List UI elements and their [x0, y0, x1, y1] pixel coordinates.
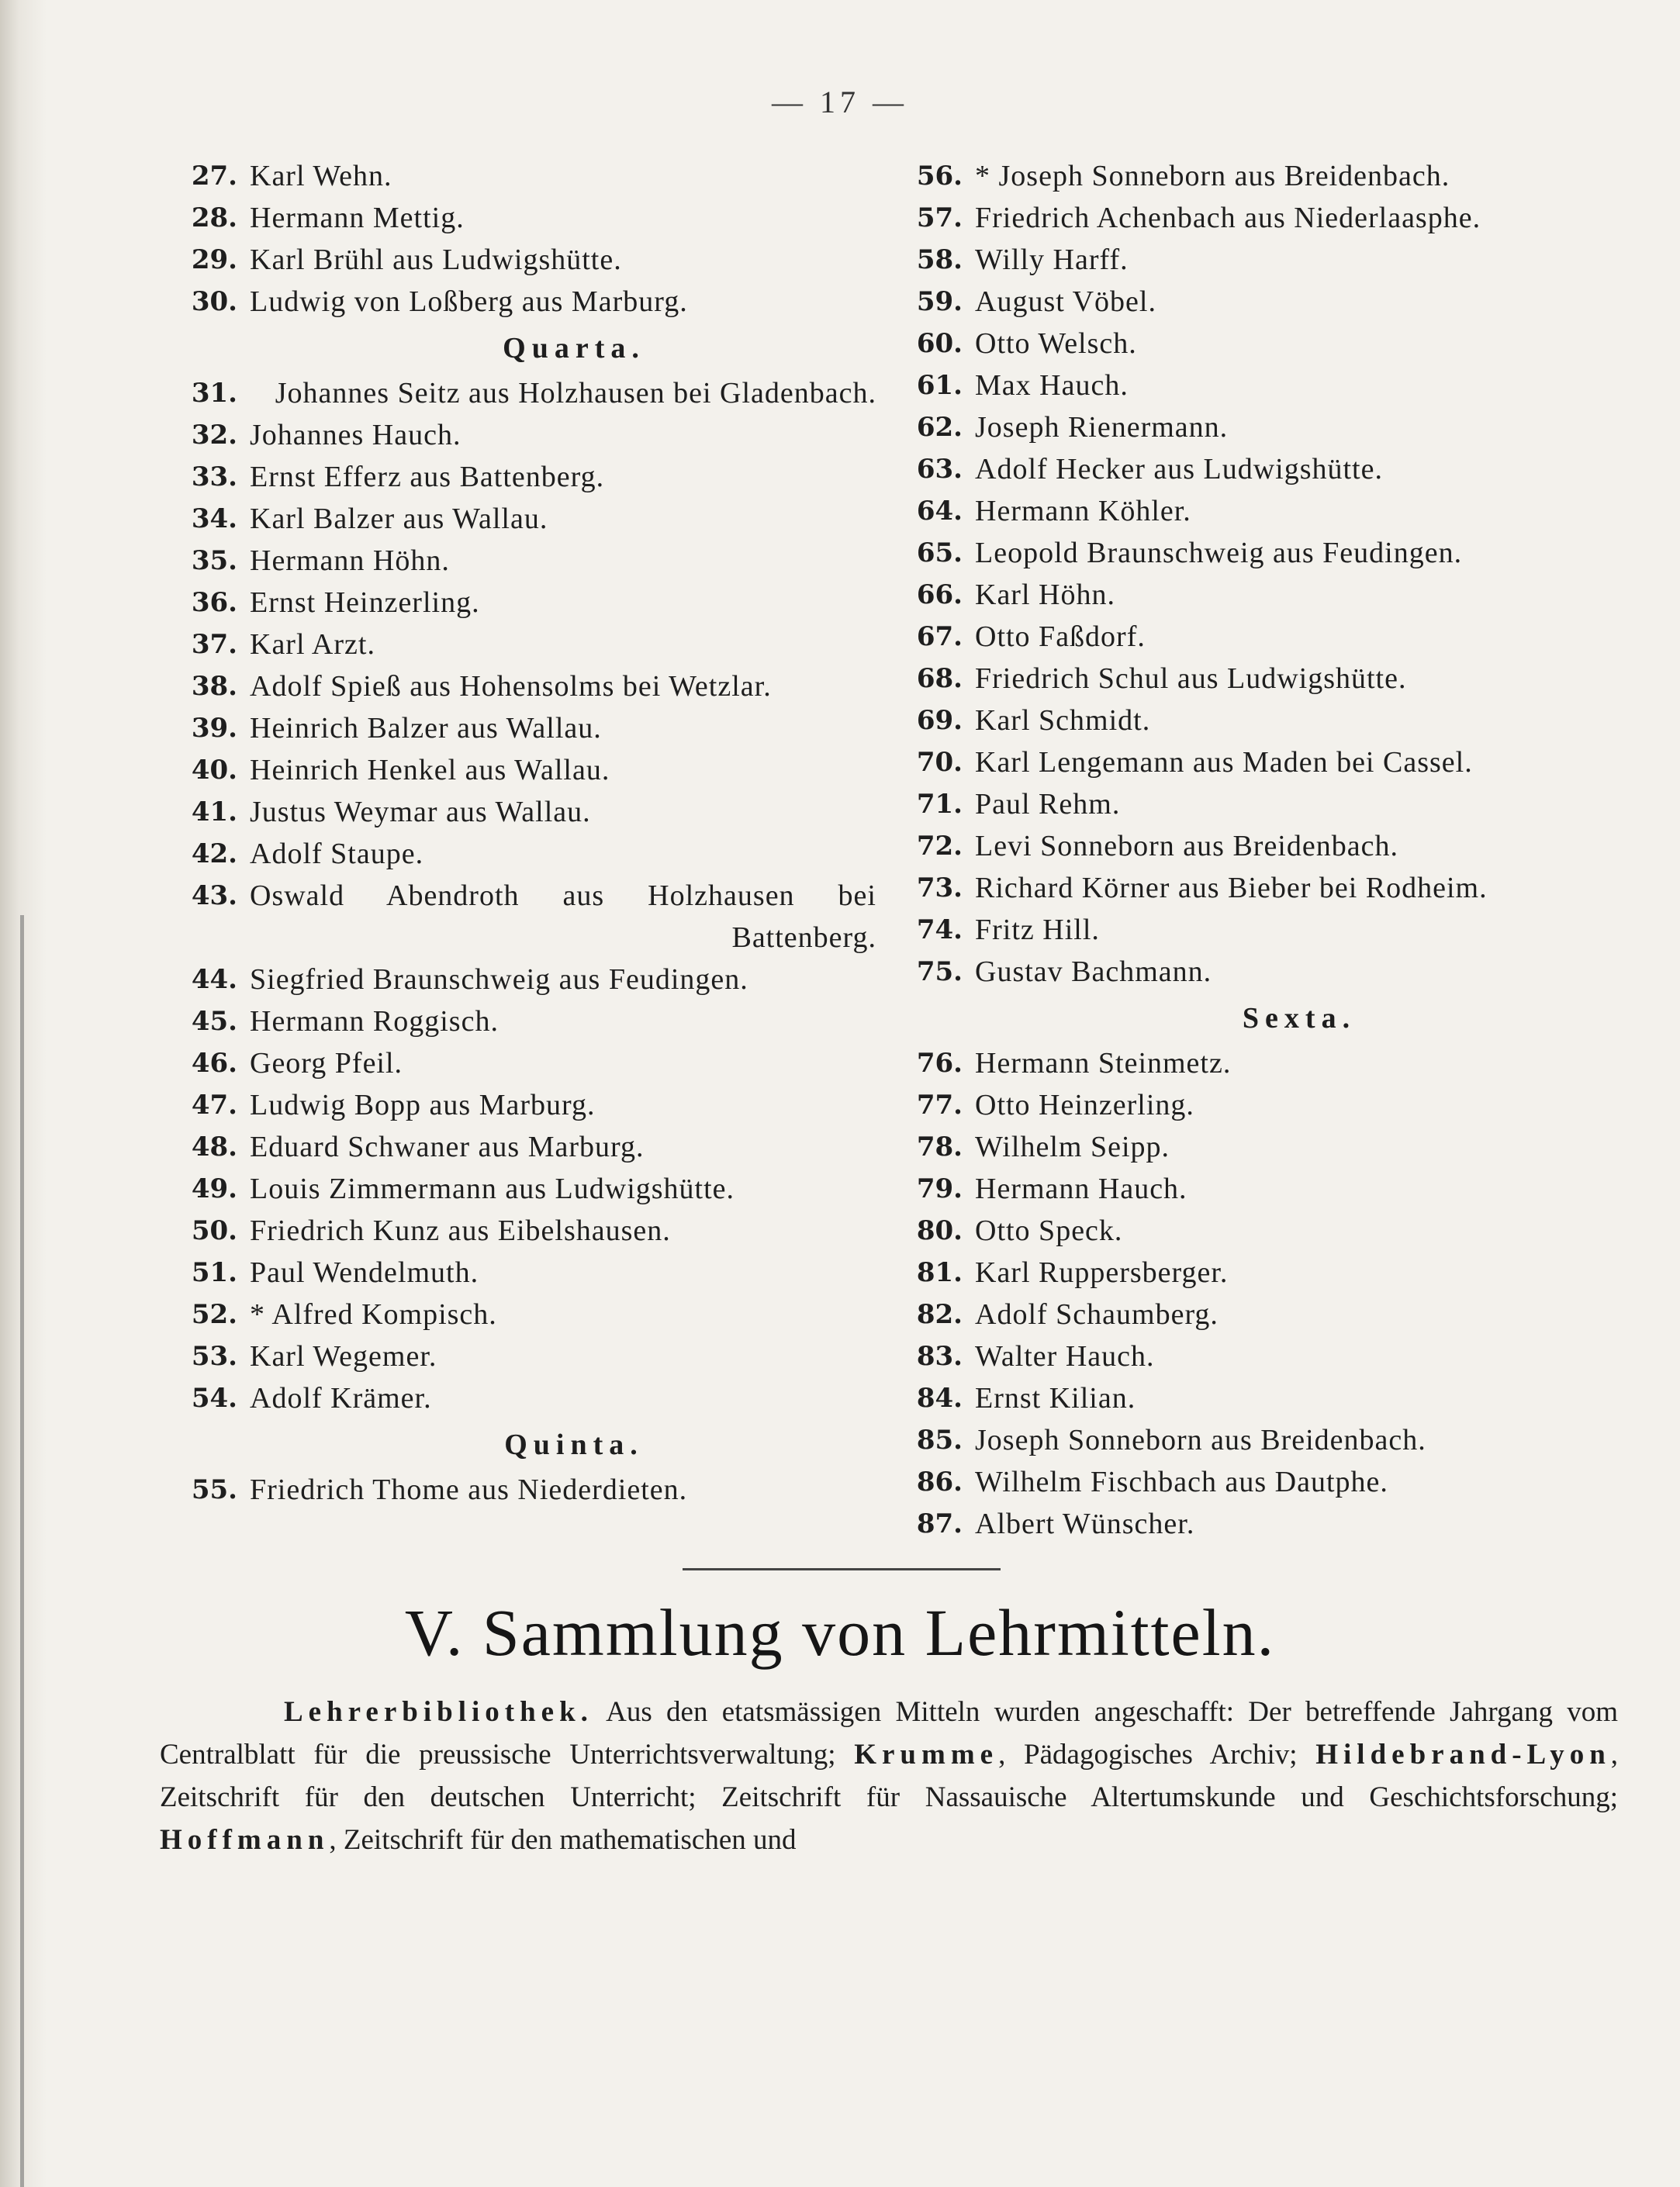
student-name: Johannes Hauch.	[250, 419, 461, 451]
student-entry	[904, 867, 1602, 909]
student-name: Joseph Rienermann.	[975, 411, 1229, 444]
student-entry	[904, 1503, 1602, 1545]
student-entry	[904, 658, 1602, 700]
entry-number: 71.	[916, 789, 963, 820]
student-entry	[904, 1335, 1602, 1377]
student-entry	[178, 1469, 876, 1511]
student-entry	[178, 624, 876, 665]
section-divider	[683, 1568, 1001, 1570]
paragraph-text-1: Aus den etatsmässigen Mitteln wurden angeschafft: Der betreffende Jahrgang vom Centralblatt für die preussische Unterrichtsverwaltung;	[160, 1696, 1618, 1771]
student-entry	[178, 1084, 876, 1126]
student-entry	[904, 1419, 1602, 1461]
student-name: Gustav Bachmann.	[975, 955, 1212, 988]
entry-number: 75.	[916, 956, 963, 987]
entry-number: 53.	[191, 1341, 237, 1372]
entry-number: 41.	[191, 796, 237, 827]
student-name: Ludwig von Loßberg aus Marburg.	[250, 285, 688, 318]
student-entry	[904, 364, 1602, 406]
entry-number: 36.	[191, 587, 237, 618]
entry-number: 29.	[191, 244, 237, 275]
student-entry	[904, 825, 1602, 867]
class-section-heading: Quarta.	[503, 332, 645, 364]
student-name: Karl Arzt.	[250, 628, 375, 661]
entry-number: 37.	[191, 629, 237, 660]
entry-number: 64.	[916, 496, 963, 527]
entry-number: 59.	[916, 286, 963, 317]
entry-number: 30.	[191, 286, 237, 317]
student-name: Ernst Kilian.	[975, 1382, 1136, 1415]
student-entry	[904, 1377, 1602, 1419]
student-name: Paul Rehm.	[975, 788, 1121, 821]
student-entry	[904, 406, 1602, 448]
entry-number: 63.	[916, 454, 963, 485]
student-name: Eduard Schwaner aus Marburg.	[250, 1131, 645, 1163]
student-entry	[904, 1126, 1602, 1168]
entry-number: 57.	[916, 202, 963, 233]
student-entry	[178, 281, 876, 323]
student-name: Hermann Köhler.	[975, 495, 1191, 527]
student-entry	[904, 909, 1602, 951]
entry-number: 81.	[916, 1257, 963, 1288]
student-entry	[904, 323, 1602, 364]
entry-number: 73.	[916, 872, 963, 903]
entry-number: 72.	[916, 831, 963, 862]
student-name: Richard Körner aus Bieber bei Rodheim.	[975, 872, 1488, 904]
paragraph-text-2: , Pädagogisches Archiv;	[998, 1739, 1316, 1771]
student-name: Karl Lengemann aus Maden bei Cassel.	[975, 746, 1473, 779]
student-entry	[904, 281, 1602, 323]
entry-number: 32.	[191, 420, 237, 451]
student-name: Oswald Abendroth aus Holzhausen bei Battenberg.	[250, 879, 876, 954]
student-name: Karl Schmidt.	[975, 704, 1151, 737]
student-entry	[178, 1335, 876, 1377]
author-krumme: Krumme	[854, 1739, 999, 1771]
student-name: Hermann Hauch.	[975, 1173, 1187, 1205]
student-entry	[178, 1252, 876, 1294]
paragraph-lead: Lehrerbibliothek.	[284, 1696, 593, 1728]
student-entry	[904, 700, 1602, 741]
entry-number: 74.	[916, 914, 963, 945]
student-entry	[904, 239, 1602, 281]
entry-number: 60.	[916, 328, 963, 359]
paragraph-text-4: , Zeitschrift für den mathematischen und	[329, 1824, 797, 1856]
entry-number: 86.	[916, 1467, 963, 1498]
student-name: Heinrich Henkel aus Wallau.	[250, 754, 610, 786]
entry-number: 65.	[916, 537, 963, 568]
entry-number: 52.	[191, 1299, 237, 1330]
entry-number: 34.	[191, 503, 237, 534]
student-entry	[178, 582, 876, 624]
entry-number: 62.	[916, 412, 963, 443]
student-name: Karl Höhn.	[975, 579, 1115, 611]
entry-number: 51.	[191, 1257, 237, 1288]
student-name: Leopold Braunschweig aus Feudingen.	[975, 537, 1463, 569]
student-entry	[904, 532, 1602, 574]
student-name: Karl Wegemer.	[250, 1340, 437, 1373]
student-name: Friedrich Schul aus Ludwigshütte.	[975, 662, 1407, 695]
student-entry	[904, 448, 1602, 490]
student-name: Friedrich Kunz aus Eibelshausen.	[250, 1214, 671, 1247]
student-entry	[178, 1210, 876, 1252]
student-name: Fritz Hill.	[975, 914, 1100, 946]
entry-number: 44.	[191, 964, 237, 995]
entry-number: 85.	[916, 1425, 963, 1456]
student-name: Joseph Sonneborn aus Breidenbach.	[975, 1424, 1426, 1456]
paragraph-text-3: , Zeitschrift für den deutschen Unterricht; Zeitschrift für Nassauische Altertumskunde und Geschichtsforschung;	[160, 1739, 1619, 1813]
entry-number: 45.	[191, 1006, 237, 1037]
student-name: Wilhelm Seipp.	[975, 1131, 1170, 1163]
entry-number: 31.	[191, 378, 237, 409]
student-name: * Joseph Sonneborn aus Breidenbach.	[975, 160, 1450, 192]
entry-number: 40.	[191, 755, 237, 786]
student-name: Adolf Spieß aus Hohensolms bei Wetzlar.	[250, 670, 772, 703]
student-name: Adolf Krämer.	[250, 1382, 432, 1415]
student-entry	[178, 239, 876, 281]
entry-number: 79.	[916, 1173, 963, 1204]
entry-number: 82.	[916, 1299, 963, 1330]
entry-number: 87.	[916, 1508, 963, 1539]
entry-number: 78.	[916, 1132, 963, 1163]
entry-number: 47.	[191, 1090, 237, 1121]
student-name: Otto Faßdorf.	[975, 620, 1146, 653]
entry-number: 33.	[191, 461, 237, 492]
student-entry	[178, 1126, 876, 1168]
entry-number: 49.	[191, 1173, 237, 1204]
student-name: Ernst Heinzerling.	[250, 586, 480, 619]
student-entry	[178, 540, 876, 582]
student-name: Otto Speck.	[975, 1214, 1123, 1247]
entry-number: 48.	[191, 1132, 237, 1163]
student-name: Karl Brühl aus Ludwigshütte.	[250, 244, 622, 276]
section-heading: V. Sammlung von Lehrmitteln.	[404, 1595, 1276, 1670]
author-hoffmann: Hoffmann	[160, 1824, 330, 1856]
entry-number: 43.	[191, 880, 237, 911]
student-name: Willy Harff.	[975, 244, 1129, 276]
student-name: Wilhelm Fischbach aus Dautphe.	[975, 1466, 1388, 1498]
student-name: Louis Zimmermann aus Ludwigshütte.	[250, 1173, 735, 1205]
entry-number: 69.	[916, 705, 963, 736]
entry-number: 83.	[916, 1341, 963, 1372]
entry-number: 84.	[916, 1383, 963, 1414]
student-name: Siegfried Braunschweig aus Feudingen.	[250, 963, 748, 996]
student-name: Hermann Roggisch.	[250, 1005, 499, 1038]
entry-number: 70.	[916, 747, 963, 778]
student-name: Hermann Steinmetz.	[975, 1047, 1232, 1080]
entry-number: 28.	[191, 202, 237, 233]
class-section-heading: Quinta.	[504, 1429, 644, 1461]
entry-number: 50.	[191, 1215, 237, 1246]
author-hildebrand-lyon: Hildebrand-Lyon	[1315, 1739, 1611, 1771]
student-name: Johannes Seitz aus Holzhausen bei Gladenbach.	[275, 377, 876, 409]
student-entry	[178, 414, 876, 456]
entry-number: 54.	[191, 1383, 237, 1414]
class-section-heading: Sexta.	[1242, 1002, 1357, 1035]
student-name: Karl Wehn.	[250, 160, 392, 192]
entry-number: 46.	[191, 1048, 237, 1079]
entry-number: 68.	[916, 663, 963, 694]
entry-number: 58.	[916, 244, 963, 275]
student-entry	[904, 1042, 1602, 1084]
student-name: Ernst Efferz aus Battenberg.	[250, 461, 605, 493]
student-entry	[178, 707, 876, 749]
student-entry	[178, 498, 876, 540]
left-student-column	[178, 155, 876, 1511]
entry-number: 67.	[916, 621, 963, 652]
student-entry	[904, 1084, 1602, 1126]
student-entry	[904, 783, 1602, 825]
entry-number: 56.	[916, 161, 963, 192]
student-entry	[178, 875, 876, 959]
entry-number: 76.	[916, 1048, 963, 1079]
student-name: Karl Ruppersberger.	[975, 1256, 1229, 1289]
page-number: — 17 —	[772, 85, 908, 119]
entry-number: 61.	[916, 370, 963, 401]
student-entry	[904, 197, 1602, 239]
student-entry	[178, 665, 876, 707]
entry-number: 35.	[191, 545, 237, 576]
student-entry	[178, 959, 876, 1000]
student-name: August Vöbel.	[975, 285, 1156, 318]
student-name: Justus Weymar aus Wallau.	[250, 796, 591, 828]
entry-number: 27.	[191, 161, 237, 192]
student-entry	[178, 1000, 876, 1042]
student-entry	[904, 1210, 1602, 1252]
student-entry	[904, 616, 1602, 658]
student-entry	[904, 1294, 1602, 1335]
student-entry	[178, 155, 876, 197]
student-entry	[178, 833, 876, 875]
student-entry	[178, 1042, 876, 1084]
student-name: Friedrich Thome aus Niederdieten.	[250, 1474, 688, 1506]
entry-number: 38.	[191, 671, 237, 702]
student-entry	[904, 574, 1602, 616]
entry-number: 55.	[191, 1474, 237, 1505]
entry-number: 80.	[916, 1215, 963, 1246]
student-entry	[904, 741, 1602, 783]
student-name: Georg Pfeil.	[250, 1047, 403, 1080]
student-entry	[904, 1252, 1602, 1294]
student-entry	[178, 749, 876, 791]
entry-number: 66.	[916, 579, 963, 610]
student-name: Adolf Hecker aus Ludwigshütte.	[975, 453, 1383, 485]
student-name: Walter Hauch.	[975, 1340, 1155, 1373]
student-name: Ludwig Bopp aus Marburg.	[250, 1089, 596, 1121]
student-name: Otto Welsch.	[975, 327, 1137, 360]
entry-number: 77.	[916, 1090, 963, 1121]
student-name: Hermann Mettig.	[250, 202, 465, 234]
student-entry	[178, 1294, 876, 1335]
student-entry	[178, 456, 876, 498]
student-name: Albert Wünscher.	[975, 1508, 1195, 1540]
entry-number: 39.	[191, 713, 237, 744]
student-name: Paul Wendelmuth.	[250, 1256, 479, 1289]
right-student-column	[904, 155, 1602, 1545]
student-name: Friedrich Achenbach aus Niederlaasphe.	[975, 202, 1481, 234]
student-name: Adolf Schaumberg.	[975, 1298, 1219, 1331]
student-name: * Alfred Kompisch.	[250, 1298, 497, 1331]
student-name: Levi Sonneborn aus Breidenbach.	[975, 830, 1398, 862]
student-entry	[178, 1168, 876, 1210]
student-name: Adolf Staupe.	[250, 838, 424, 870]
student-name: Karl Balzer aus Wallau.	[250, 503, 548, 535]
student-entry	[178, 372, 876, 414]
student-entry	[904, 1168, 1602, 1210]
student-name: Heinrich Balzer aus Wallau.	[250, 712, 602, 745]
student-entry	[904, 490, 1602, 532]
student-entry	[904, 155, 1602, 197]
library-paragraph	[160, 1691, 1618, 1861]
entry-number: 42.	[191, 838, 237, 869]
student-entry	[178, 1377, 876, 1419]
student-entry	[178, 197, 876, 239]
student-entry	[178, 791, 876, 833]
student-name: Max Hauch.	[975, 369, 1129, 402]
student-entry	[904, 1461, 1602, 1503]
student-entry	[904, 951, 1602, 993]
student-name: Otto Heinzerling.	[975, 1089, 1194, 1121]
page-edge-line	[20, 915, 24, 2187]
student-name: Hermann Höhn.	[250, 544, 450, 577]
